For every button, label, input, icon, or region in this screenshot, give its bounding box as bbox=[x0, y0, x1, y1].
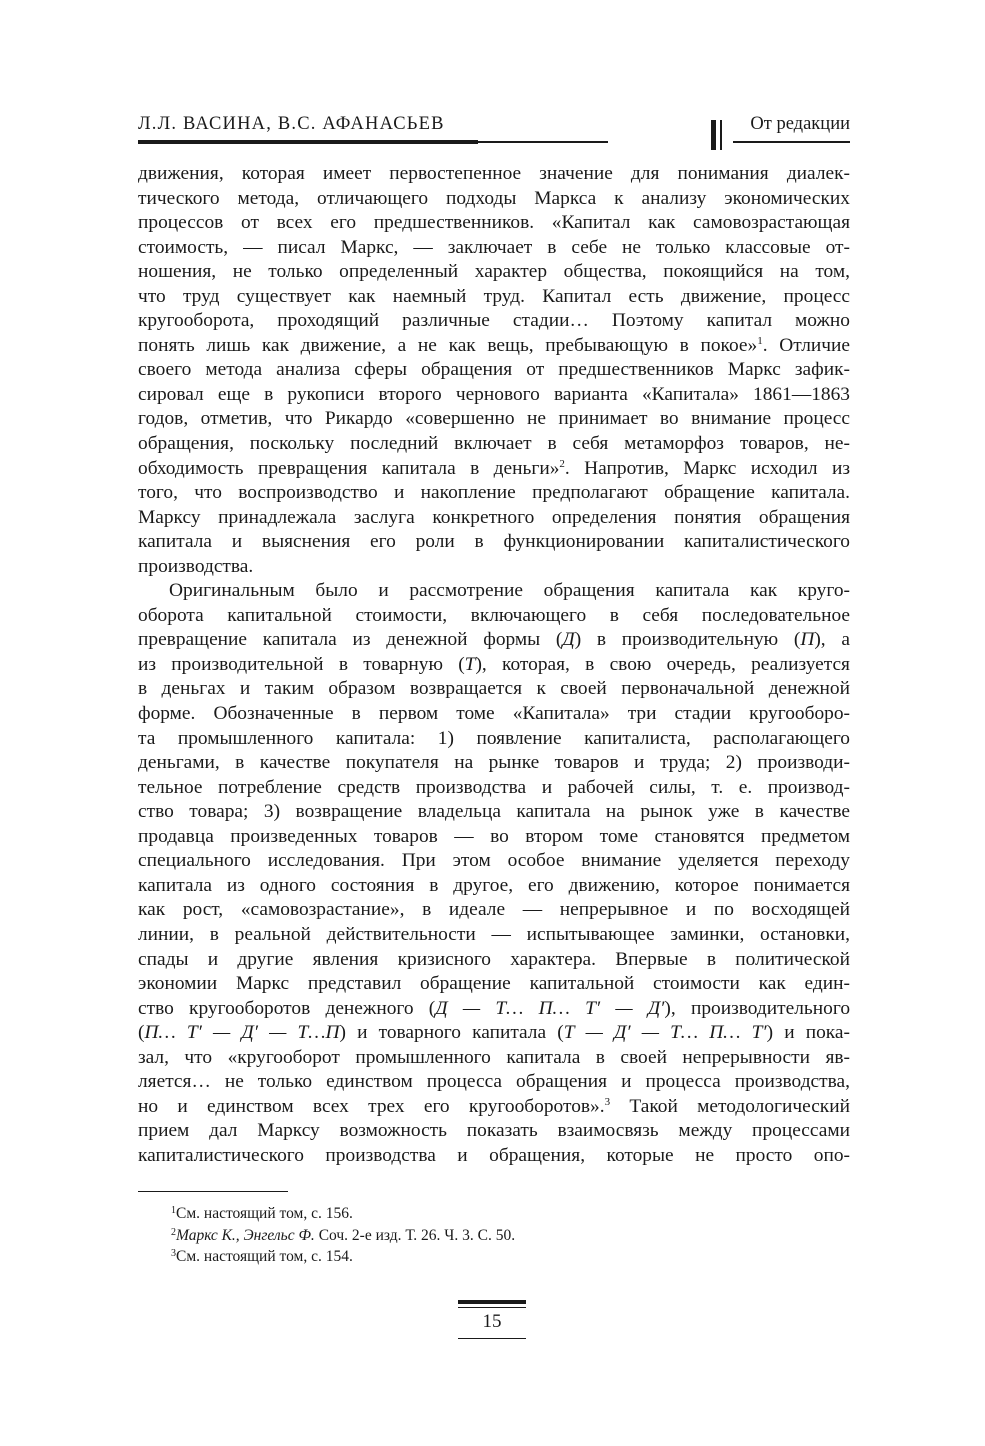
header-rule-right bbox=[733, 141, 850, 143]
text-line: продавца произведенных товаров — во втором томе становятся предметом bbox=[138, 825, 850, 847]
main-text bbox=[138, 162, 850, 1168]
text-line: сировал еще в рукописи второго чернового варианта «Капитала» 1861—1863 bbox=[138, 383, 850, 405]
text-line: спады и другие явления кризисного характера. Впервые в политической bbox=[138, 948, 850, 970]
formula-money-capital: Д — Т… П… Т′ — Д′ bbox=[435, 997, 665, 1019]
header-post-thick bbox=[711, 120, 716, 150]
text-line: того, что воспроизводство и накопление предполагают обращение капитала. bbox=[138, 482, 850, 504]
text-line: годов, отметив, что Рикардо «совершенно не принимает во внимание процесс bbox=[138, 408, 850, 430]
text-line: что труд существует как наемный труд. Капитал есть движение, процесс bbox=[138, 285, 850, 307]
text-line: зал, что «кругооборот промышленного капитала в своей непрерывности яв- bbox=[138, 1046, 850, 1068]
text-line: обходимость превращения капитала в деньги»$^2$. Напротив, Маркс исходил из bbox=[138, 457, 850, 479]
text-line: деньгами, в качестве покупателя на рынке товаров и труда; 2) производи- bbox=[138, 752, 850, 774]
text-line: своего метода анализа сферы обращения от предшественников Маркс зафик- bbox=[138, 359, 850, 381]
page-number-block bbox=[458, 1300, 526, 1342]
text-line: экономии Маркс представил обращение капитальной стоимости как един- bbox=[138, 973, 850, 995]
footnote-2: $^2$Маркс К., Энгельс Ф. Соч. 2-е изд. Т. 26. Ч. 3. С. 50. bbox=[171, 1226, 516, 1244]
footnotes bbox=[171, 1203, 851, 1268]
formula-commodity-capital: Т — Д′ — Т… П… Т′ bbox=[563, 1022, 767, 1044]
text-line: та промышленного капитала: 1) появление капиталиста, располагающего bbox=[138, 727, 850, 749]
text-line: ляется… не только единством процесса обращения и процесса производства, bbox=[138, 1071, 850, 1093]
header-rule-left bbox=[138, 140, 478, 144]
text-line: процессов от всех его предшественников. «Капитал как самовозрастающая bbox=[138, 212, 850, 234]
running-head bbox=[138, 114, 850, 154]
header-section: От редакции bbox=[750, 114, 850, 134]
text-line: стоимость, — писал Маркс, — заключает в себе не только классовые от- bbox=[138, 236, 850, 258]
footnote-1: $^1$См. настоящий том, с. 156. bbox=[171, 1205, 353, 1222]
text-line: специального исследования. При этом особое внимание уделяется переходу bbox=[138, 850, 850, 872]
text-line: капитала из одного состояния в другое, его движению, которое понимается bbox=[138, 874, 850, 896]
text-line: обращения, поскольку последний включает в себя метаморфоз товаров, не- bbox=[138, 433, 850, 455]
text-line: (П… Т′ — Д′ — Т…П) и товарного капитала (Т — Д′ — Т… П… Т′) и пока- bbox=[138, 1022, 850, 1044]
text-line: в деньгах и таким образом возвращается к своей первоначальной денежной bbox=[138, 678, 850, 700]
folio-rule-bottom bbox=[458, 1338, 526, 1339]
footnote-separator bbox=[138, 1191, 288, 1192]
footnote-3: $^3$См. настоящий том, с. 154. bbox=[171, 1248, 353, 1265]
text-line: прием дал Марксу возможность показать взаимосвязь между процессами bbox=[138, 1120, 850, 1142]
folio-rule-thick bbox=[458, 1300, 526, 1304]
text-line: тического метода, отличающего подходы Маркса к анализу экономических bbox=[138, 187, 850, 209]
text-line: линии, в реальной действительности — испытывающее заминки, остановки, bbox=[138, 923, 850, 945]
text-line: движения, которая имеет первостепенное значение для понимания диалек- bbox=[138, 163, 850, 184]
header-authors: Л.Л. ВАСИНА, В.С. АФАНАСЬЕВ bbox=[138, 114, 445, 134]
text-line: тельное потребление средств производства и рабочей силы, т. е. производ- bbox=[138, 776, 850, 798]
text-line: производства. bbox=[138, 555, 254, 577]
paragraph-2 bbox=[138, 579, 850, 1168]
text-line: ношения, не только определенный характер общества, покоящийся на том, bbox=[138, 261, 850, 283]
text-line: оборота капитальной стоимости, включающего в себя последовательное bbox=[138, 604, 850, 626]
text-line: ство кругооборотов денежного (Д — Т… П… Т′ — Д′), производительного bbox=[138, 997, 851, 1019]
paragraph-1 bbox=[138, 162, 850, 579]
text-line: капитала и выяснения его роли в функционировании капиталистического bbox=[138, 531, 850, 553]
footnote-ref-3: 3 bbox=[604, 1095, 611, 1108]
folio-rule-thin bbox=[458, 1307, 526, 1308]
text-line: капиталистического производства и обращения, которые не просто опо- bbox=[138, 1144, 850, 1166]
text-line: форме. Обозначенные в первом томе «Капитала» три стадии кругооборо- bbox=[138, 703, 850, 725]
header-post-thin bbox=[720, 120, 722, 150]
header-rule-middle bbox=[478, 141, 608, 143]
text-line: ство товара; 3) возвращение владельца капитала на рынок уже в качестве bbox=[138, 801, 850, 823]
text-line: Марксу принадлежала заслуга конкретного определения понятия обращения bbox=[138, 506, 850, 528]
footnote-ref-2: 2 bbox=[559, 457, 565, 470]
text-line: как рост, «самовозрастание», в идеале — непрерывное и по восходящей bbox=[138, 899, 850, 921]
text-line: из производительной в товарную (Т), которая, в свою очередь, реализуется bbox=[138, 653, 850, 675]
footnote-ref-1: 1 bbox=[757, 334, 763, 347]
text-line: Оригинальным было и рассмотрение обращения капитала как круго- bbox=[169, 580, 850, 602]
formula-productive-capital: П… Т′ — Д′ — Т…П bbox=[144, 1022, 340, 1044]
text-line: но и единством всех трех его кругооборотов».$^3$ Такой методологический bbox=[138, 1095, 850, 1117]
text-line: превращение капитала из денежной формы (Д) в производительную (П), а bbox=[138, 629, 850, 651]
text-line: понять лишь как движение, а не как вещь, пребывающую в покое»$^1$. Отличие bbox=[138, 334, 850, 356]
text-line: кругооборота, проходящий различные стадии… Поэтому капитал можно bbox=[138, 310, 850, 332]
page-number: 15 bbox=[482, 1311, 502, 1332]
